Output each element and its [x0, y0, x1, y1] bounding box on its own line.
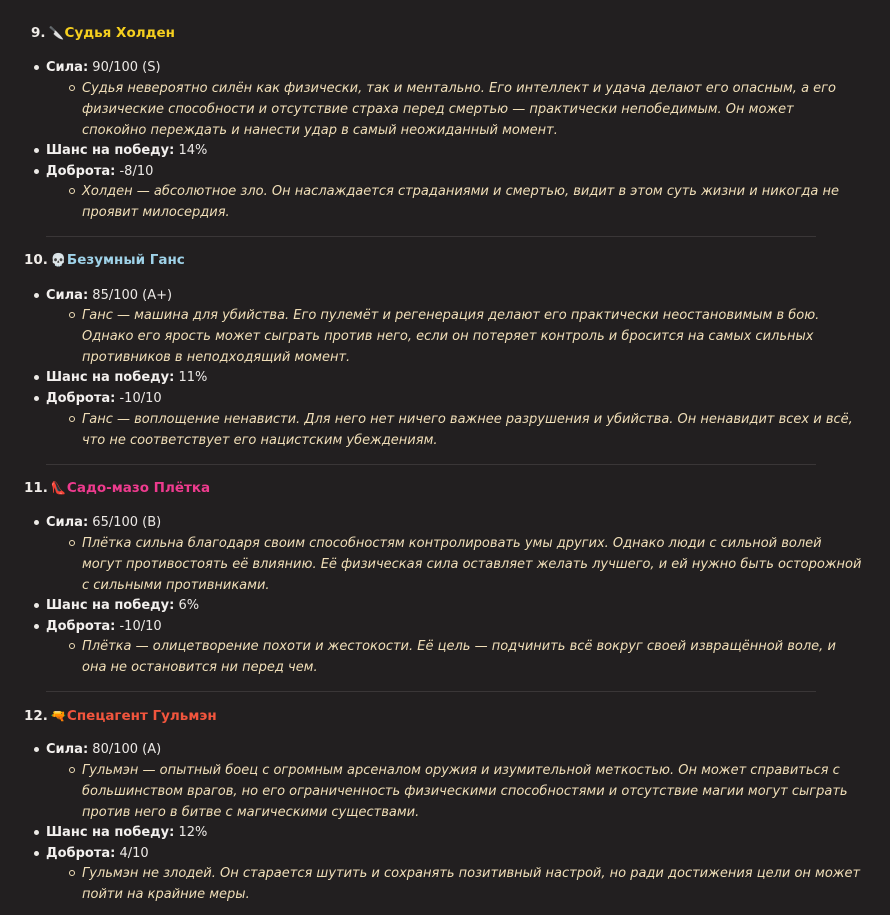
section-divider [46, 691, 816, 692]
character-name: Судья Холден [64, 25, 176, 41]
win-chance-item [46, 822, 207, 843]
strength-item [46, 512, 161, 533]
kindness-item [46, 843, 149, 864]
kindness-value: 4/10 [119, 846, 149, 861]
win-chance-item [46, 595, 199, 616]
kindness-label: Доброта: [46, 164, 116, 179]
kindness-description: Гульмэн не злодей. Он старается шутить и сохранять позитивный настрой, но ради достижения цели он может пойти на крайние меры. [82, 863, 862, 905]
knife-icon: 🔪 [48, 25, 65, 40]
kindness-value: -10/10 [119, 619, 162, 634]
kindness-label: Доброта: [46, 846, 116, 861]
strength-description: Плётка сильна благодаря своим способностям контролировать умы других. Однако люди с сильной волей могут противостоять её влиянию. Её физическая сила оставляет желать лучшего, и ей нужно быть осторожной с сильными противниками. [82, 533, 862, 596]
strength-label: Сила: [46, 60, 89, 75]
kindness-item [46, 161, 153, 182]
character-name: Садо-мазо Плётка [66, 480, 211, 496]
kindness-description: Ганс — воплощение ненависти. Для него нет ничего важнее разрушения и убийства. Он ненавидит всех и всё, что не соответствует его нацистским убеждениям. [82, 409, 862, 451]
strength-label: Сила: [46, 742, 89, 757]
entry-number: 10. [24, 252, 48, 268]
kindness-value: -8/10 [119, 164, 154, 179]
strength-label: Сила: [46, 515, 89, 530]
strength-item [46, 739, 161, 760]
kindness-label: Доброта: [46, 391, 116, 406]
win-chance-value: 14% [178, 143, 208, 158]
entry-number: 12. [24, 708, 48, 724]
kindness-item [46, 616, 162, 637]
entry-heading [24, 478, 210, 498]
section-divider [46, 236, 816, 237]
win-chance-item [46, 140, 207, 161]
entry-heading [24, 250, 185, 270]
pistol-icon: 🔫 [50, 708, 67, 723]
high-heel-icon: 👠 [50, 480, 67, 495]
kindness-description: Холден — абсолютное зло. Он наслаждается страданиями и смертью, видит в этом суть жизни и никогда не проявит милосердия. [82, 181, 862, 223]
win-chance-value: 11% [178, 370, 208, 385]
strength-value: 85/100 (A+) [92, 288, 173, 303]
win-chance-label: Шанс на победу: [46, 143, 175, 158]
strength-description: Судья невероятно силён как физически, так и ментально. Его интеллект и удача делают его опасным, а его физические способности и отсутствие страха перед смертью — практически непобедимым. Он может спокойно переждать и нанести удар в самый неожиданный момент. [82, 78, 862, 141]
win-chance-label: Шанс на победу: [46, 370, 175, 385]
strength-description: Гульмэн — опытный боец с огромным арсеналом оружия и изумительной меткостью. Он может справиться с большинством врагов, но его ограниченность физическими способностями и отсутствие магии могут сыграть против него в битве с магическими существами. [82, 760, 862, 823]
strength-label: Сила: [46, 288, 89, 303]
entry-number: 11. [24, 480, 48, 496]
entry-number: 9. [31, 25, 46, 41]
entry-heading [31, 23, 175, 43]
entry-heading [24, 706, 217, 726]
section-divider [46, 464, 816, 465]
skull-icon: 💀 [50, 252, 67, 267]
strength-description: Ганс — машина для убийства. Его пулемёт и регенерация делают его практически неостановимым в бою. Однако его ярость может сыграть против него, если он потеряет контроль и бросится на самых сильных противников в неподходящий момент. [82, 305, 862, 368]
kindness-value: -10/10 [119, 391, 162, 406]
win-chance-label: Шанс на победу: [46, 598, 175, 613]
kindness-item [46, 388, 162, 409]
strength-value: 80/100 (A) [92, 742, 162, 757]
win-chance-value: 6% [178, 598, 200, 613]
kindness-description: Плётка — олицетворение похоти и жестокости. Её цель — подчинить всё вокруг своей извращённой воле, и она не остановится ни перед чем. [82, 636, 862, 678]
win-chance-label: Шанс на победу: [46, 825, 175, 840]
strength-item [46, 285, 172, 306]
character-name: Безумный Ганс [66, 252, 185, 268]
kindness-label: Доброта: [46, 619, 116, 634]
win-chance-value: 12% [178, 825, 208, 840]
win-chance-item [46, 367, 207, 388]
character-name: Спецагент Гульмэн [66, 708, 217, 724]
strength-value: 90/100 (S) [92, 60, 161, 75]
strength-value: 65/100 (B) [92, 515, 162, 530]
strength-item [46, 57, 161, 78]
